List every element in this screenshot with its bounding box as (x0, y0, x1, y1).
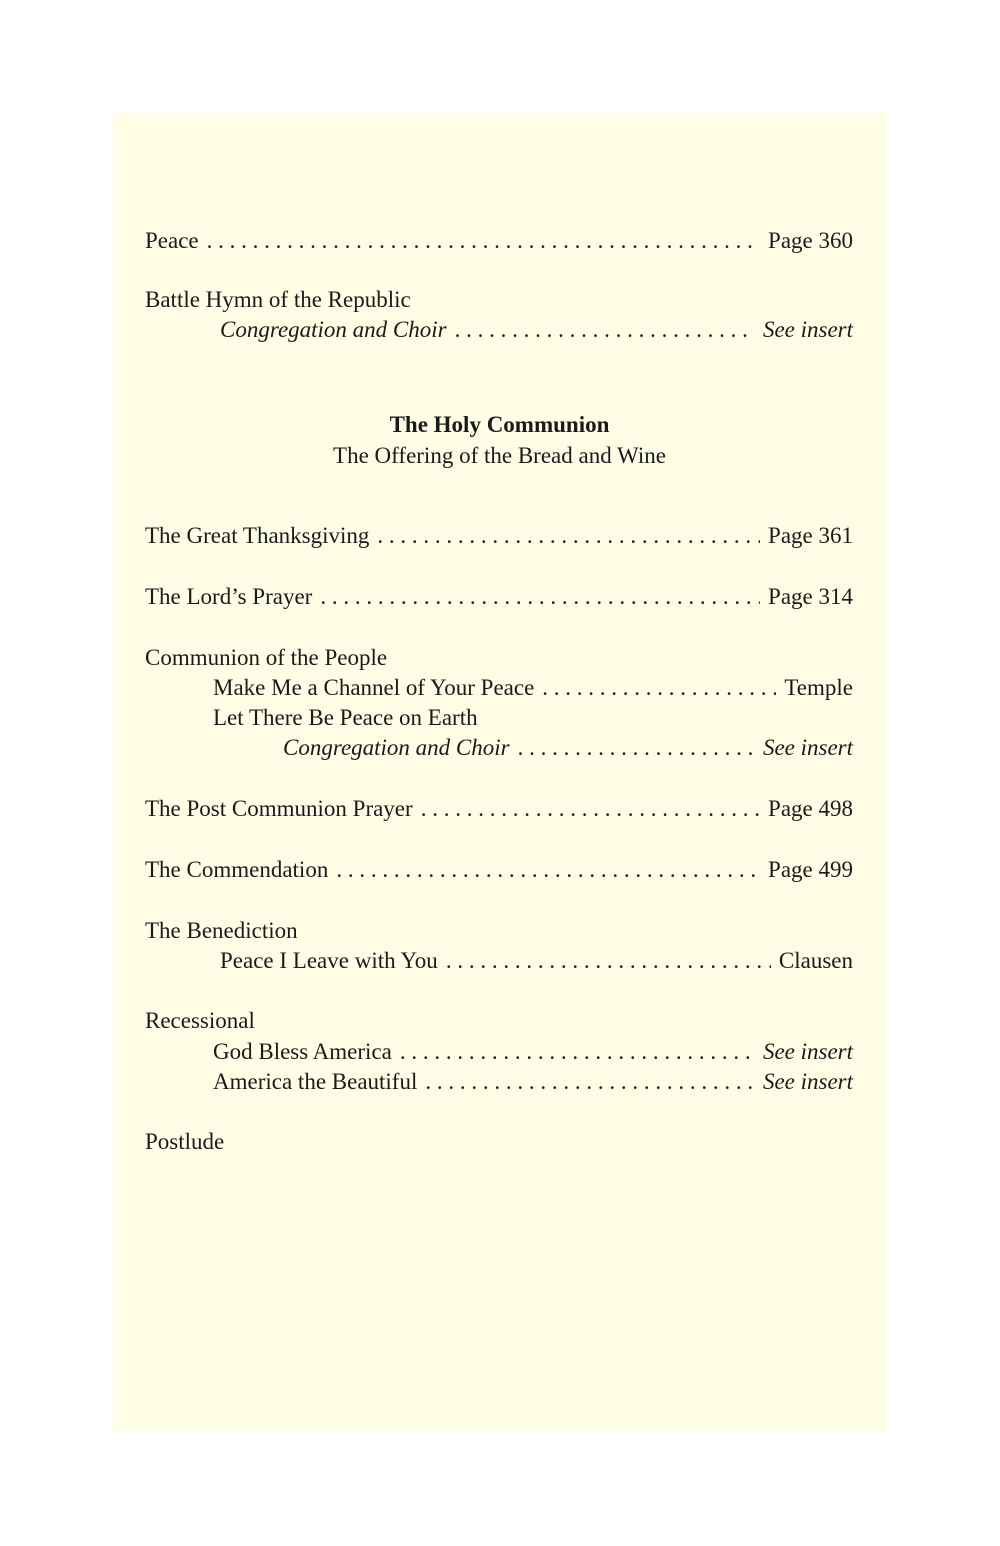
dot-leader (542, 672, 776, 704)
dot-leader (377, 520, 760, 552)
dot-leader (421, 793, 760, 825)
entry-label: The Great Thanksgiving (145, 523, 370, 548)
entry-peace (145, 225, 853, 257)
entry-page: See insert (762, 1069, 853, 1094)
entry-peace-i-leave (220, 945, 853, 977)
entry-label: Make Me a Channel of Your Peace (213, 675, 535, 700)
entry-composer: Clausen (778, 948, 853, 973)
entry-great-thanksgiving (145, 520, 853, 552)
dot-leader (446, 945, 771, 977)
entry-label: God Bless America (213, 1039, 392, 1064)
entry-let-there-be-peace-performers (283, 732, 853, 764)
program-page (113, 113, 886, 1432)
entry-benediction (145, 915, 853, 947)
entry-label: Peace (145, 228, 199, 253)
entry-america-the-beautiful (213, 1066, 853, 1098)
entry-page: Page 360 (768, 228, 853, 253)
dot-leader (400, 1036, 755, 1068)
entry-communion-people (145, 642, 853, 674)
entry-label: Postlude (145, 1129, 225, 1154)
entry-page: See insert (762, 317, 853, 342)
entry-battle-hymn-performers (220, 314, 853, 346)
entry-label: America the Beautiful (213, 1069, 418, 1094)
entry-label: Recessional (145, 1008, 255, 1033)
entry-postlude (145, 1126, 853, 1158)
dot-leader (455, 314, 755, 346)
dot-leader (518, 732, 755, 764)
entry-post-communion (145, 793, 853, 825)
entry-page: Page 499 (768, 857, 853, 882)
entry-page: See insert (762, 1039, 853, 1064)
section-subtitle: The Offering of the Bread and Wine (333, 443, 666, 468)
entry-label: Let There Be Peace on Earth (213, 705, 478, 730)
entry-god-bless-america (213, 1036, 853, 1068)
entry-page: Page 498 (768, 796, 853, 821)
entry-make-me-a-channel (213, 672, 853, 704)
dot-leader (320, 581, 760, 613)
entry-page: Page 314 (768, 584, 853, 609)
entry-label: The Benediction (145, 918, 298, 943)
dot-leader (336, 854, 760, 886)
entry-recessional (145, 1005, 853, 1037)
entry-label: Communion of the People (145, 645, 388, 670)
entry-label: The Commendation (145, 857, 329, 882)
entry-sublabel: Congregation and Choir (220, 317, 447, 342)
entry-label: The Post Communion Prayer (145, 796, 413, 821)
entry-label: Battle Hymn of the Republic (145, 287, 411, 312)
dot-leader (207, 225, 760, 257)
entry-lords-prayer (145, 581, 853, 613)
dot-leader (425, 1066, 755, 1098)
entry-label: The Lord’s Prayer (145, 584, 313, 609)
entry-composer: Temple (784, 675, 853, 700)
entry-sublabel: Congregation and Choir (283, 735, 510, 760)
entry-label: Peace I Leave with You (220, 948, 438, 973)
entry-let-there-be-peace (213, 702, 853, 734)
entry-page: See insert (762, 735, 853, 760)
section-title: The Holy Communion (389, 412, 610, 437)
entry-page: Page 361 (768, 523, 853, 548)
entry-commendation (145, 854, 853, 886)
entry-battle-hymn (145, 284, 853, 316)
